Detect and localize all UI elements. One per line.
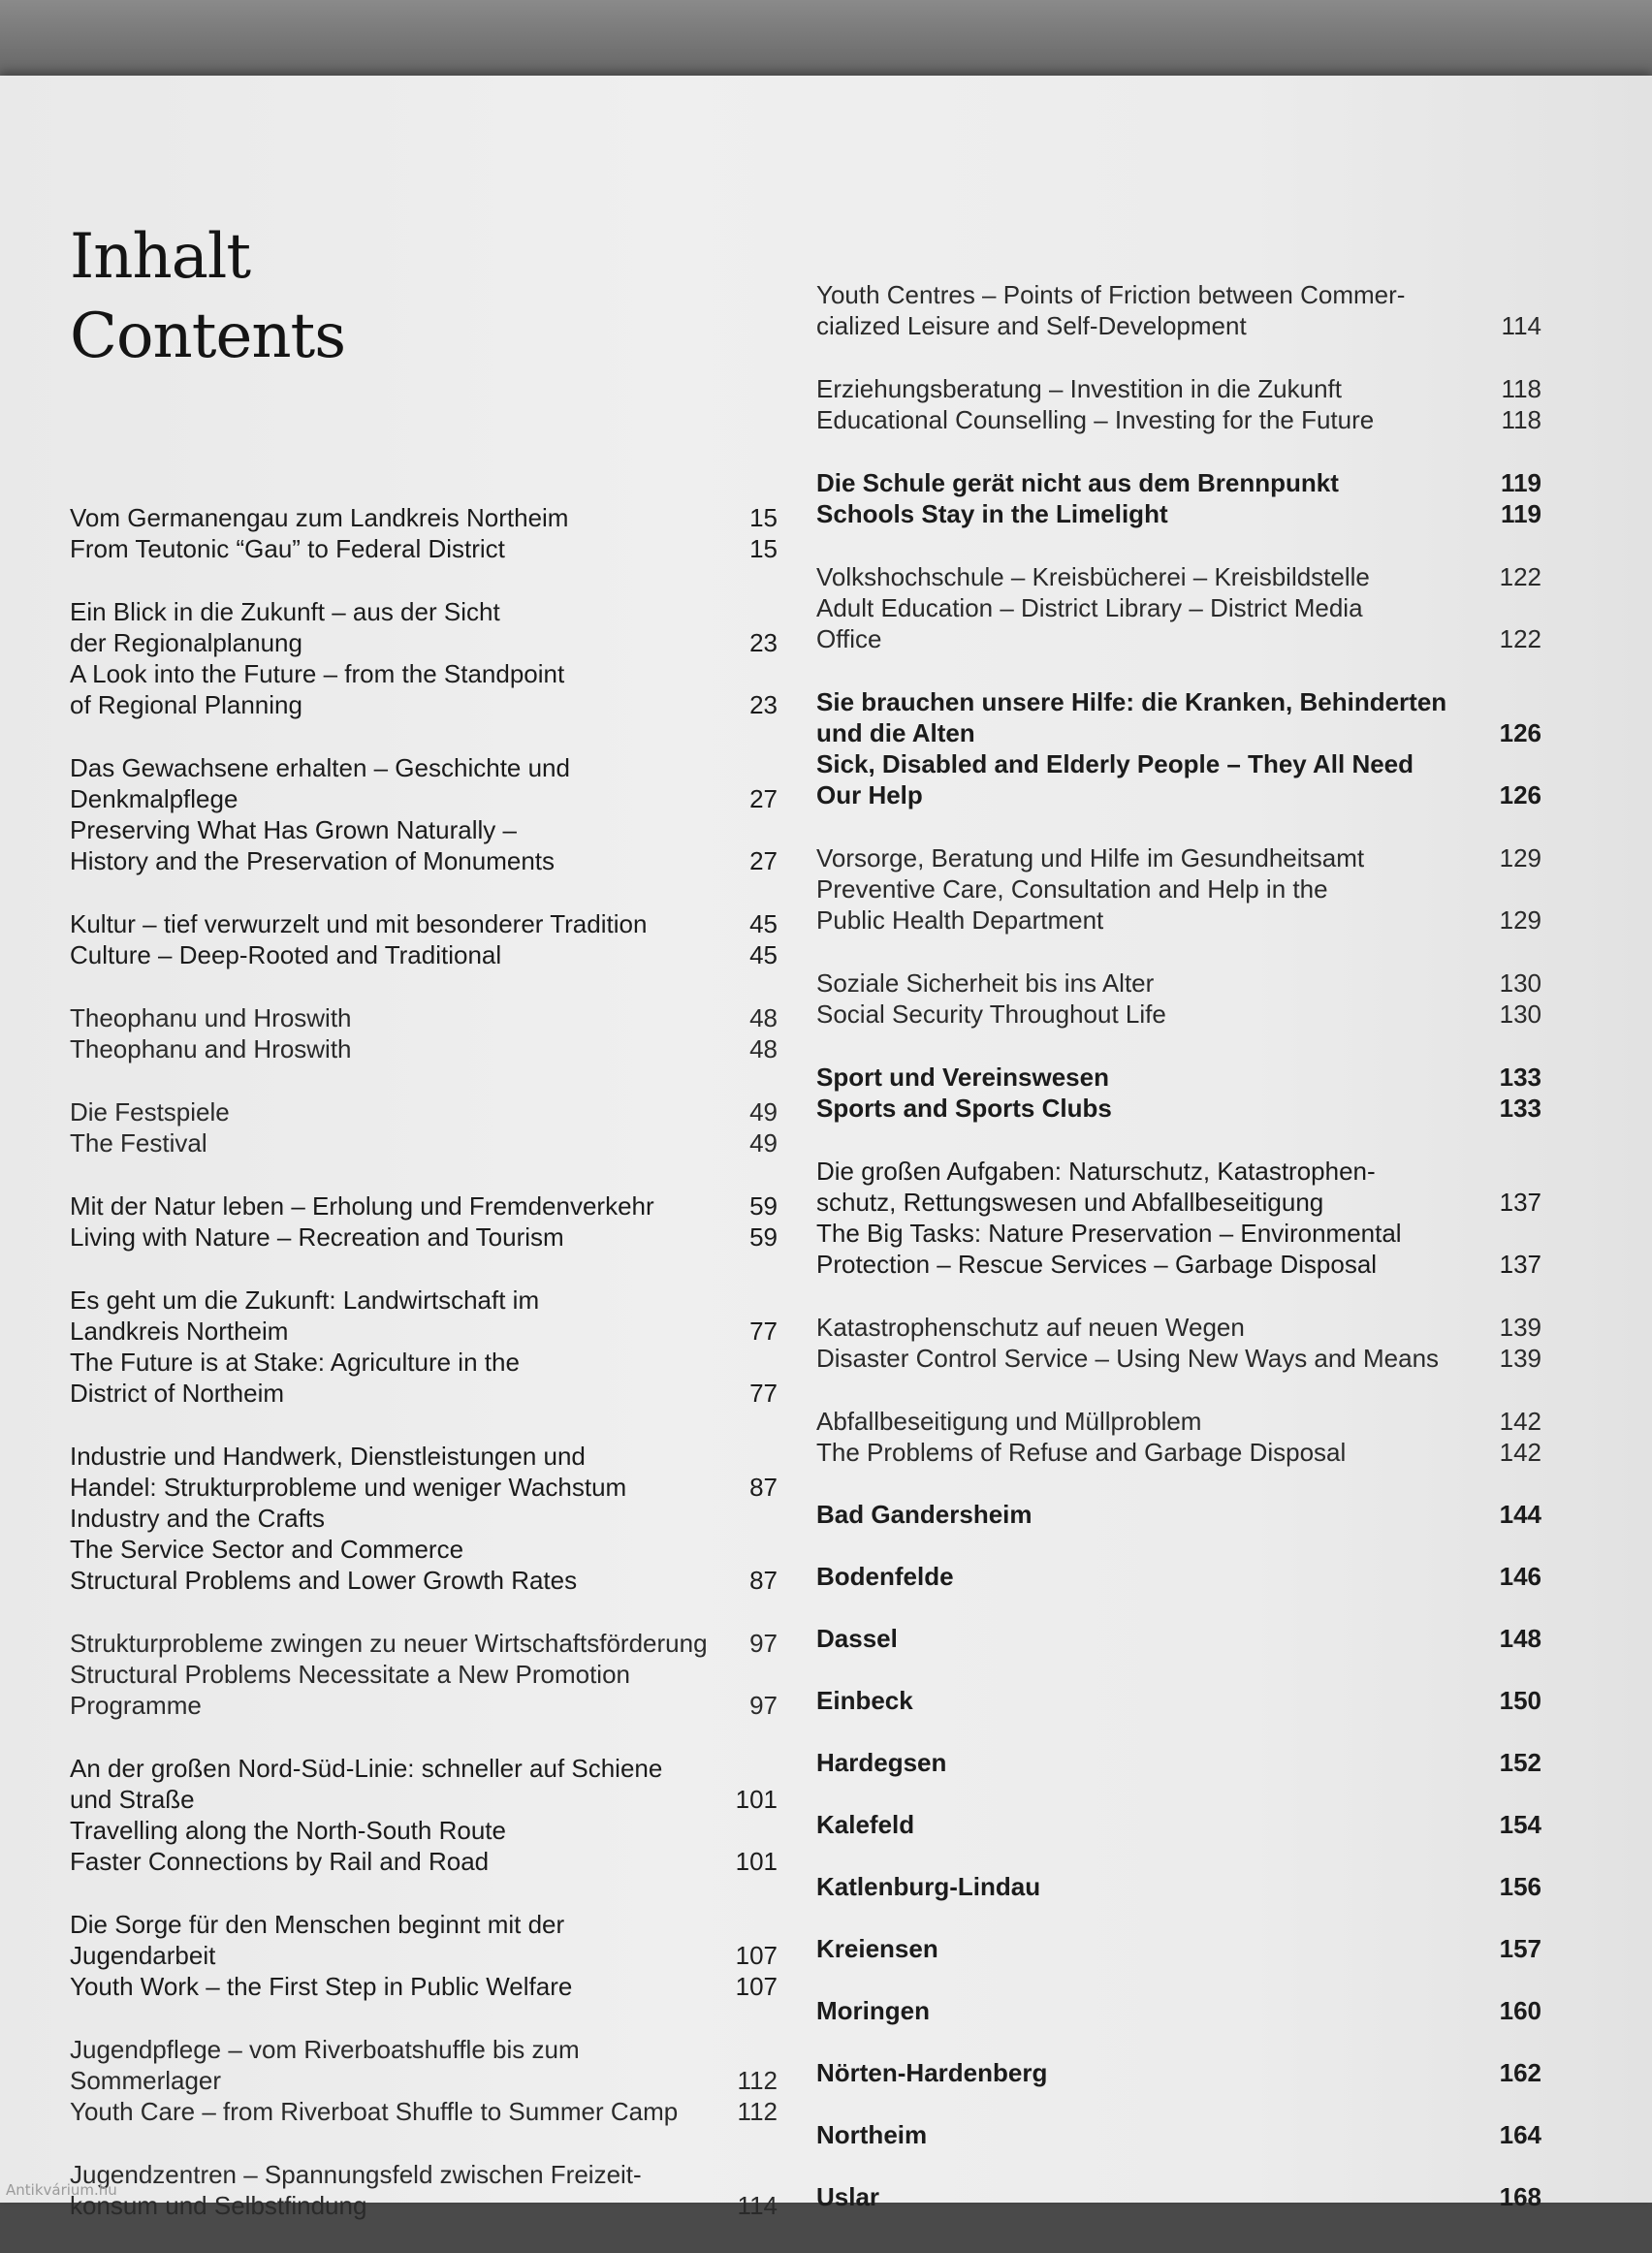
toc-line [70,1347,778,1378]
toc-entry [70,1096,778,1158]
toc-line [70,1222,778,1253]
toc-line [70,1190,778,1222]
entry-title: Erziehungsberatung – Investition in die Zukunft [816,374,1343,403]
entry-title: Adult Education – District Library – District Media [816,593,1363,622]
toc-entry [816,1156,1541,1280]
entry-title: Vorsorge, Beratung und Hilfe im Gesundheitsamt [816,843,1365,873]
entry-title: Youth Work – the First Step in Public Welfare [70,1972,573,2001]
entry-title: Abfallbeseitigung und Müllproblem [816,1407,1202,1436]
toc-line [816,1312,1541,1343]
page-number: 148 [1499,1624,1541,1653]
entry-title: Industrie und Handwerk, Dienstleistungen und [70,1442,586,1471]
toc-entry [70,596,778,720]
entry-title: A Look into the Future – from the Standpoint [70,659,565,688]
entry-title: Katastrophenschutz auf neuen Wegen [816,1313,1245,1342]
entry-title: Youth Centres – Points of Friction between Commer- [816,280,1406,309]
toc-entry [70,752,778,876]
town-entry [816,1934,1541,1965]
page-number: 77 [749,1317,778,1346]
page-number: 130 [1499,1000,1541,1029]
page-number: 87 [749,1566,778,1595]
page-number: 137 [1499,1250,1541,1279]
page-number: 97 [749,1691,778,1720]
toc-entry [70,1909,778,2002]
town-name: Dassel [816,1624,898,1653]
toc-entry [70,2159,778,2221]
entry-title: Sick, Disabled and Elderly People – They All Need [816,749,1414,778]
page-number: 119 [1501,499,1541,528]
entry-title: From Teutonic “Gau” to Federal District [70,534,505,563]
entry-title: Our Help [816,780,923,809]
entry-title: Public Health Department [816,905,1104,935]
entry-title: Die Sorge für den Menschen beginnt mit der [70,1910,565,1939]
heading-german: Inhalt [70,221,251,293]
page-number: 45 [749,940,778,969]
toc-line [70,1534,778,1565]
entry-title: The Service Sector and Commerce [70,1535,464,1564]
page-number: 162 [1499,2058,1541,2087]
entry-title: Living with Nature – Recreation and Tourism [70,1222,564,1252]
entry-title: Sports and Sports Clubs [816,1094,1112,1123]
toc-line [816,1249,1541,1280]
page-number: 59 [749,1222,778,1252]
page-number: 122 [1499,624,1541,653]
toc-line [816,498,1541,529]
entry-title: Disaster Control Service – Using New Ways and Means [816,1344,1440,1373]
toc-entry [70,1190,778,1253]
town-entry [816,1686,1541,1717]
page-number: 168 [1499,2182,1541,2211]
toc-line [70,1378,778,1409]
toc-entry [816,279,1541,341]
entry-title: Programme [70,1691,202,1720]
toc-line [70,658,778,689]
page-number: 126 [1499,780,1541,809]
toc-line [816,1062,1541,1093]
town-name: Northeim [816,2120,928,2149]
page-number: 160 [1499,1996,1541,2025]
toc-line [70,814,778,845]
entry-title: Handel: Strukturprobleme und weniger Wachstum [70,1473,627,1502]
entry-title: Das Gewachsene erhalten – Geschichte und [70,753,570,782]
page-number: 48 [749,1003,778,1032]
page-number: 139 [1499,1313,1541,1342]
entry-title: schutz, Rettungswesen und Abfallbeseitigung [816,1188,1324,1217]
entry-title: Strukturprobleme zwingen zu neuer Wirtschaftsförderung [70,1629,708,1658]
entry-title: Culture – Deep-Rooted and Traditional [70,940,502,969]
entry-title: Travelling along the North-South Route [70,1816,506,1845]
page-number: 59 [749,1191,778,1221]
toc-line [816,1218,1541,1249]
toc-line [816,623,1541,654]
town-name: Bodenfelde [816,1562,954,1591]
entry-title: Theophanu and Hroswith [70,1034,352,1063]
page-number: 27 [749,784,778,813]
toc-line [816,717,1541,748]
page-number: 152 [1499,1748,1541,1777]
toc-entry [70,2034,778,2127]
page-number: 126 [1499,718,1541,747]
toc-line [70,1127,778,1158]
page-number: 142 [1499,1438,1541,1467]
toc-line [70,1846,778,1877]
page-number: 129 [1499,905,1541,935]
town-entry [816,1624,1541,1655]
page-number: 114 [1501,311,1541,340]
heading-english: Contents [70,301,346,372]
page-number: 87 [749,1473,778,1502]
entry-title: of Regional Planning [70,690,302,719]
town-entry [816,1810,1541,1841]
toc-line [70,1472,778,1503]
toc-line [816,467,1541,498]
toc-line [816,404,1541,435]
toc-line [816,748,1541,779]
page-number: 49 [749,1128,778,1158]
entry-title: District of Northeim [70,1379,285,1408]
entry-title: Ein Blick in die Zukunft – aus der Sicht [70,597,500,626]
toc-line [70,627,778,658]
toc-line [816,1156,1541,1187]
toc-line [816,904,1541,936]
toc-line [70,502,778,533]
entry-title: Soziale Sicherheit bis ins Alter [816,968,1155,998]
page-number: 118 [1501,405,1541,434]
toc-line [816,1187,1541,1218]
town-name: Einbeck [816,1686,913,1715]
toc-line [70,1565,778,1596]
watermark: Antikvárium.hu [6,2181,117,2199]
page-number: 142 [1499,1407,1541,1436]
toc-line [816,310,1541,341]
toc-entry [816,968,1541,1030]
page-number: 130 [1499,968,1541,998]
page-number: 154 [1499,1810,1541,1839]
toc-line [70,1628,778,1659]
toc-line [70,1940,778,1971]
toc-line [70,1441,778,1472]
toc-line [70,1285,778,1316]
page-number: 114 [737,2191,778,2220]
toc-line [816,1437,1541,1468]
page-number: 107 [735,1941,778,1970]
entry-title: konsum und Selbstfindung [70,2191,367,2220]
entry-title: The Future is at Stake: Agriculture in the [70,1348,520,1377]
toc-line [70,1033,778,1064]
entry-title: The Big Tasks: Nature Preservation – Environmental [816,1219,1402,1248]
page-number: 133 [1499,1094,1541,1123]
town-name: Katlenburg-Lindau [816,1872,1041,1901]
town-entry [816,2058,1541,2089]
toc-line [70,752,778,783]
toc-entry [816,1062,1541,1124]
entry-title: Die Schule gerät nicht aus dem Brennpunkt [816,468,1339,497]
toc-left-column [70,502,778,2253]
toc-line [70,2190,778,2221]
toc-line [70,1659,778,1690]
toc-entry [816,561,1541,654]
toc-line [70,689,778,720]
town-name: Kalefeld [816,1810,915,1839]
entry-title: The Festival [70,1128,207,1158]
entry-title: Faster Connections by Rail and Road [70,1847,490,1876]
entry-title: Structural Problems and Lower Growth Rates [70,1566,578,1595]
entry-title: Schools Stay in the Limelight [816,499,1168,528]
entry-title: Educational Counselling – Investing for the Future [816,405,1375,434]
town-name: Nörten-Hardenberg [816,2058,1048,2087]
entry-title: und die Alten [816,718,975,747]
entry-title: Theophanu und Hroswith [70,1003,352,1032]
toc-line [70,1909,778,1940]
entry-title: der Regionalplanung [70,628,302,657]
entry-title: The Problems of Refuse and Garbage Disposal [816,1438,1347,1467]
page-number: 48 [749,1034,778,1063]
toc-line [816,592,1541,623]
toc-entry [70,1285,778,1409]
entry-title: cialized Leisure and Self-Development [816,311,1247,340]
toc-line [70,1784,778,1815]
page-number: 122 [1499,562,1541,591]
page-number: 137 [1499,1188,1541,1217]
page-number: 112 [737,2097,778,2126]
toc-line [816,279,1541,310]
page-number: 15 [749,503,778,532]
toc-line [70,2065,778,2096]
toc-entry [70,1628,778,1721]
toc-line [816,561,1541,592]
entry-title: Structural Problems Necessitate a New Promotion [70,1660,631,1689]
town-entry [816,1872,1541,1903]
toc-line [70,2159,778,2190]
entry-title: Preventive Care, Consultation and Help in the [816,874,1328,904]
page-number: 49 [749,1097,778,1126]
entry-title: Youth Care – from Riverboat Shuffle to Summer Camp [70,2097,679,2126]
toc-line [70,845,778,876]
page-number: 133 [1499,1063,1541,1092]
entry-title: Vom Germanengau zum Landkreis Northeim [70,503,569,532]
page-number: 23 [749,628,778,657]
page-number: 112 [737,2066,778,2095]
toc-line [816,686,1541,717]
toc-line [816,968,1541,999]
entry-title: Jugendzentren – Spannungsfeld zwischen Freizeit- [70,2160,642,2189]
toc-entry [816,1406,1541,1468]
toc-entry [70,908,778,970]
town-name: Moringen [816,1996,930,2025]
page-number: 15 [749,534,778,563]
town-name: Bad Gandersheim [816,1500,1032,1529]
town-entry [816,1996,1541,2027]
toc-line [70,1002,778,1033]
book-page [0,76,1652,2220]
toc-entry [816,842,1541,936]
toc-line [70,596,778,627]
toc-line [70,1815,778,1846]
town-entry [816,1748,1541,1779]
page-number: 107 [735,1972,778,2001]
toc-line [70,1503,778,1534]
page-number: 23 [749,690,778,719]
entry-title: Kultur – tief verwurzelt und mit besonderer Tradition [70,909,648,938]
toc-line [816,999,1541,1030]
town-entry [816,1562,1541,1593]
entry-title: Volkshochschule – Kreisbücherei – Kreisbildstelle [816,562,1370,591]
toc-line [816,842,1541,873]
entry-title: Mit der Natur leben – Erholung und Fremdenverkehr [70,1191,654,1221]
toc-entry [70,1753,778,1877]
page-number: 45 [749,909,778,938]
entry-title: Protection – Rescue Services – Garbage Disposal [816,1250,1378,1279]
entry-title: Landkreis Northeim [70,1317,289,1346]
page-number: 101 [735,1785,778,1814]
toc-line [70,533,778,564]
page-number: 27 [749,846,778,875]
toc-line [70,908,778,939]
toc-line [816,373,1541,404]
toc-entry [816,1312,1541,1374]
entry-title: Die großen Aufgaben: Naturschutz, Katastrophen- [816,1157,1376,1186]
entry-title: An der großen Nord-Süd-Linie: schneller auf Schiene [70,1754,663,1783]
page-number: 77 [749,1379,778,1408]
page-number: 164 [1499,2120,1541,2149]
entry-title: History and the Preservation of Monuments [70,846,556,875]
entry-title: Jugendpflege – vom Riverboatshuffle bis zum [70,2035,580,2064]
page-number: 129 [1499,843,1541,873]
page-number: 156 [1499,1872,1541,1901]
town-entry [816,2120,1541,2151]
entry-title: Industry and the Crafts [70,1504,326,1533]
toc-right-column [816,279,1541,2244]
entry-title: Sport und Vereinswesen [816,1063,1109,1092]
toc-line [816,1406,1541,1437]
toc-line [70,1096,778,1127]
entry-title: Die Festspiele [70,1097,230,1126]
entry-title: Sie brauchen unsere Hilfe: die Kranken, Behinderten [816,687,1447,716]
entry-title: und Straße [70,1785,195,1814]
toc-line [816,779,1541,810]
toc-entry [816,467,1541,529]
toc-line [70,1316,778,1347]
page-number: 101 [735,1847,778,1876]
toc-line [70,1690,778,1721]
toc-entry [816,686,1541,810]
toc-entry [70,1441,778,1596]
entry-title: Preserving What Has Grown Naturally – [70,815,517,844]
toc-line [70,783,778,814]
toc-entry [70,502,778,564]
page-number: 150 [1499,1686,1541,1715]
entry-title: Sommerlager [70,2066,222,2095]
toc-line [70,1753,778,1784]
page-number: 97 [749,1629,778,1658]
town-name: Kreiensen [816,1934,938,1963]
entry-title: Denkmalpflege [70,784,238,813]
page-number: 144 [1499,1500,1541,1529]
town-entry [816,1500,1541,1531]
page-number: 119 [1501,468,1541,497]
toc-line [70,1971,778,2002]
toc-right-entries [816,279,1541,1468]
entry-title: Office [816,624,882,653]
toc-entry [70,1002,778,1064]
page-number: 157 [1499,1934,1541,1963]
toc-line [70,2096,778,2127]
town-list [816,1500,1541,2213]
toc-line [816,1343,1541,1374]
page-number: 139 [1499,1344,1541,1373]
town-name: Hardegsen [816,1748,947,1777]
toc-line [816,873,1541,904]
page-number: 146 [1499,1562,1541,1591]
page-number: 118 [1501,374,1541,403]
town-entry [816,2182,1541,2213]
entry-title: Es geht um die Zukunft: Landwirtschaft im [70,1285,540,1315]
toc-line [816,1093,1541,1124]
toc-line [70,2034,778,2065]
town-name: Uslar [816,2182,880,2211]
toc-line [70,939,778,970]
entry-title: Social Security Throughout Life [816,1000,1166,1029]
entry-title: Jugendarbeit [70,1941,216,1970]
toc-entry [816,373,1541,435]
